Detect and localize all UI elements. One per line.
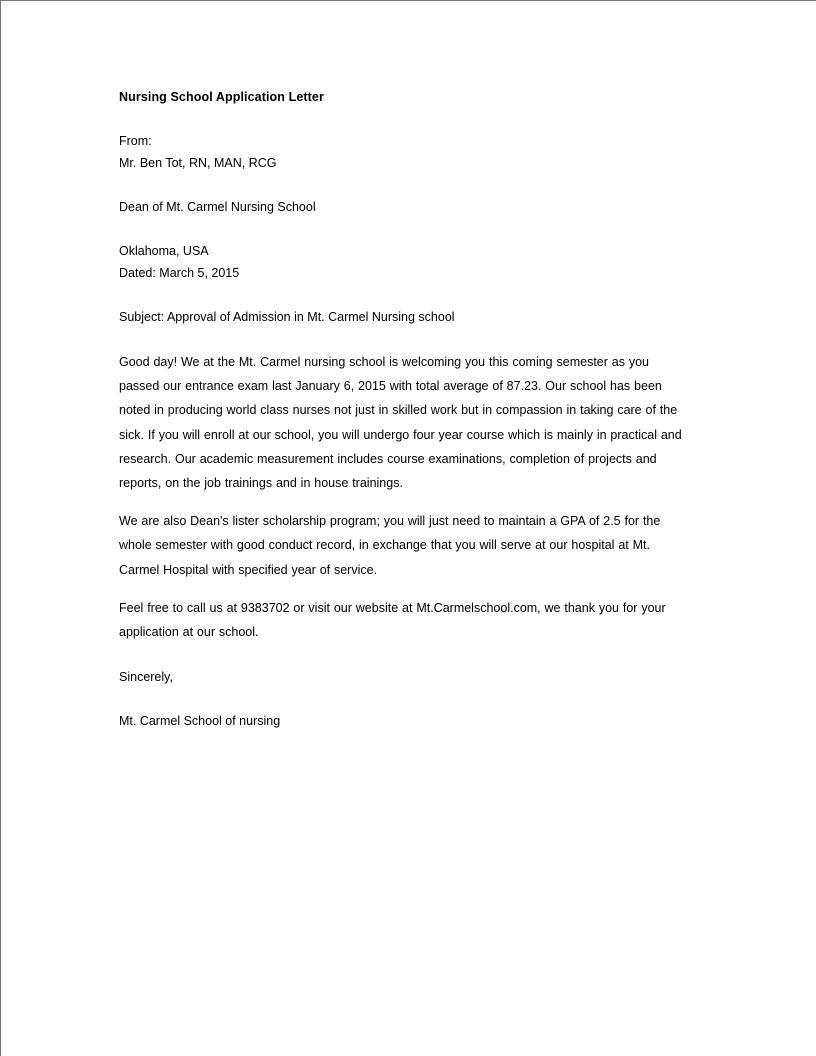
spacer	[119, 105, 685, 130]
spacer	[119, 644, 685, 666]
body-paragraph-2: We are also Dean's lister scholarship program; you will just need to maintain a GPA of 2.5 for the whole semester with good conduct record, in exchange that you will serve at our hospital at Mt. Carmel Hospital with specified year of service.	[119, 514, 661, 577]
sender-name: Mr. Ben Tot, RN, MAN, RCG	[119, 156, 277, 170]
letter-date: Dated: March 5, 2015	[119, 266, 240, 280]
closing-salutation: Sincerely,	[119, 670, 173, 685]
spacer	[119, 174, 685, 196]
subject-line: Subject: Approval of Admission in Mt. Carmel Nursing school	[119, 310, 455, 324]
letter-body	[119, 89, 685, 732]
spacer	[119, 495, 685, 509]
spacer	[119, 688, 685, 710]
spacer	[119, 582, 685, 596]
closing-signature: Mt. Carmel School of nursing	[119, 714, 281, 729]
spacer	[119, 284, 685, 306]
spacer	[119, 218, 685, 240]
spacer	[119, 328, 685, 350]
recipient-position: Dean of Mt. Carmel Nursing School	[119, 200, 316, 214]
from-label: From:	[119, 134, 152, 148]
body-paragraph-1: Good day! We at the Mt. Carmel nursing school is welcoming you this coming semester as you passed our entrance exam last January 6, 2015 with total average of 87.23. Our school has been noted in producing world class nurses not just in skilled work but in compassion in taking care of the sick. If you will enroll at our school, you will undergo four year course which is mainly in practical and research. Our academic measurement includes course examinations, completion of projects and reports, on the job trainings and in house trainings.	[119, 355, 682, 491]
sender-location: Oklahoma, USA	[119, 244, 209, 258]
page-title: Nursing School Application Letter	[119, 90, 324, 104]
body-paragraph-3: Feel free to call us at 9383702 or visit our website at Mt.Carmelschool.com, we thank you for your application at our school.	[119, 600, 666, 640]
